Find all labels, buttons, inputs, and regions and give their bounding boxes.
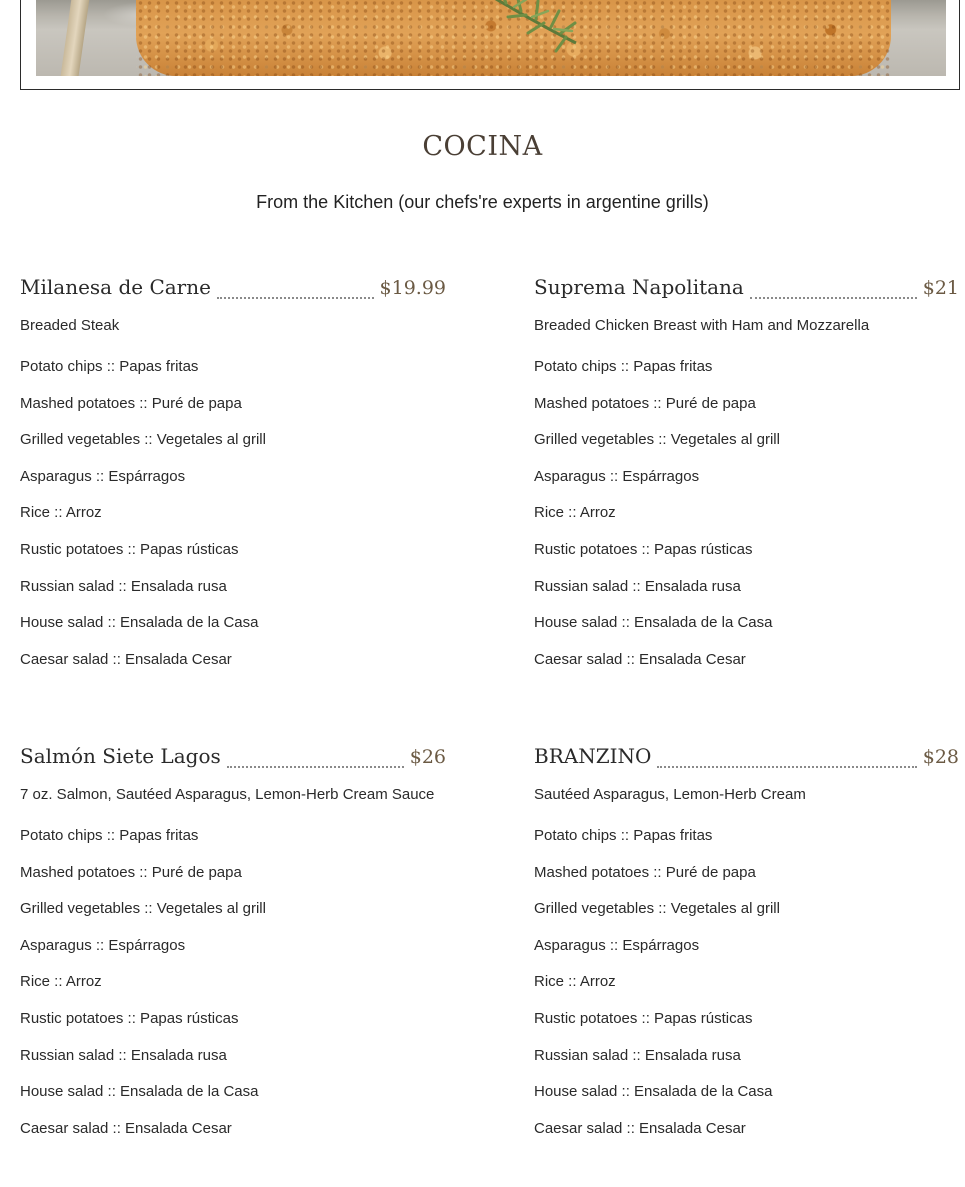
side-option: Grilled vegetables :: Vegetales al grill (534, 900, 780, 918)
dish-description: Breaded Chicken Breast with Ham and Mozzarella (534, 317, 870, 334)
side-option: Rustic potatoes :: Papas rústicas (534, 1009, 753, 1027)
photo-rosemary-garnish (466, 0, 616, 53)
side-option: Rice :: Arroz (534, 504, 616, 522)
menu-item-salmon (20, 744, 446, 1155)
side-options-list (534, 357, 959, 686)
side-option: Caesar salad :: Ensalada Cesar (534, 1119, 746, 1137)
side-option: House salad :: Ensalada de la Casa (20, 1083, 259, 1101)
dish-header (20, 744, 446, 774)
dish-name: Suprema Napolitana (534, 275, 744, 299)
side-option: Caesar salad :: Ensalada Cesar (534, 650, 746, 668)
dot-leader (217, 297, 374, 299)
dish-name: BRANZINO (534, 744, 652, 768)
section-subtitle: From the Kitchen (our chefs're experts in argentine grills) (256, 192, 709, 212)
photo-utensil (61, 0, 90, 76)
side-option: Mashed potatoes :: Puré de papa (20, 863, 242, 881)
dish-price: $19.99 (379, 277, 446, 299)
side-options-list (20, 826, 446, 1155)
dot-leader (657, 766, 916, 768)
side-option: Russian salad :: Ensalada rusa (534, 577, 741, 595)
side-option: Mashed potatoes :: Puré de papa (534, 863, 756, 881)
side-option: Russian salad :: Ensalada rusa (20, 577, 227, 595)
dish-description: Breaded Steak (20, 317, 120, 334)
side-option: Rustic potatoes :: Papas rústicas (534, 540, 753, 558)
dish-header (20, 275, 446, 305)
dish-header (534, 275, 959, 305)
side-option: House salad :: Ensalada de la Casa (534, 614, 773, 632)
side-option: Potato chips :: Papas fritas (20, 827, 199, 844)
side-option: Rustic potatoes :: Papas rústicas (20, 1009, 239, 1027)
side-option: Caesar salad :: Ensalada Cesar (20, 1119, 232, 1137)
side-option: Grilled vegetables :: Vegetales al grill (20, 900, 266, 918)
menu-item-milanesa (20, 275, 446, 686)
dish-description: Sautéed Asparagus, Lemon-Herb Cream (534, 786, 806, 803)
side-option: Asparagus :: Espárragos (20, 467, 186, 485)
side-option: Grilled vegetables :: Vegetales al grill (534, 431, 780, 449)
dish-price: $21 (922, 277, 959, 299)
side-option: Rice :: Arroz (534, 973, 616, 991)
menu-item-suprema (534, 275, 959, 686)
side-option: Russian salad :: Ensalada rusa (20, 1046, 227, 1064)
side-option: House salad :: Ensalada de la Casa (534, 1083, 773, 1101)
hero-image-frame (20, 0, 960, 90)
side-option: Russian salad :: Ensalada rusa (534, 1046, 741, 1064)
side-option: Mashed potatoes :: Puré de papa (534, 394, 756, 412)
dish-description: 7 oz. Salmon, Sautéed Asparagus, Lemon-Herb Cream Sauce (20, 786, 435, 803)
side-option: Asparagus :: Espárragos (534, 467, 700, 485)
side-options-list (20, 357, 446, 686)
dish-header (534, 744, 959, 774)
side-option: Rustic potatoes :: Papas rústicas (20, 540, 239, 558)
side-option: Rice :: Arroz (20, 973, 102, 991)
side-option: Grilled vegetables :: Vegetales al grill (20, 431, 266, 449)
dish-name: Milanesa de Carne (20, 275, 211, 299)
side-option: Potato chips :: Papas fritas (534, 827, 713, 844)
side-option: Mashed potatoes :: Puré de papa (20, 394, 242, 412)
dot-leader (227, 766, 404, 768)
section-title: COCINA (422, 131, 543, 162)
dish-price: $28 (922, 746, 959, 768)
side-option: Caesar salad :: Ensalada Cesar (20, 650, 232, 668)
side-option: House salad :: Ensalada de la Casa (20, 614, 259, 632)
side-options-list (534, 826, 959, 1155)
side-option: Asparagus :: Espárragos (20, 936, 186, 954)
side-option: Potato chips :: Papas fritas (534, 358, 713, 375)
menu-item-branzino (534, 744, 959, 1155)
dot-leader (750, 297, 917, 299)
hero-food-photo (36, 0, 946, 76)
side-option: Potato chips :: Papas fritas (20, 358, 199, 375)
dish-price: $26 (409, 746, 446, 768)
side-option: Rice :: Arroz (20, 504, 102, 522)
side-option: Asparagus :: Espárragos (534, 936, 700, 954)
dish-name: Salmón Siete Lagos (20, 744, 221, 768)
